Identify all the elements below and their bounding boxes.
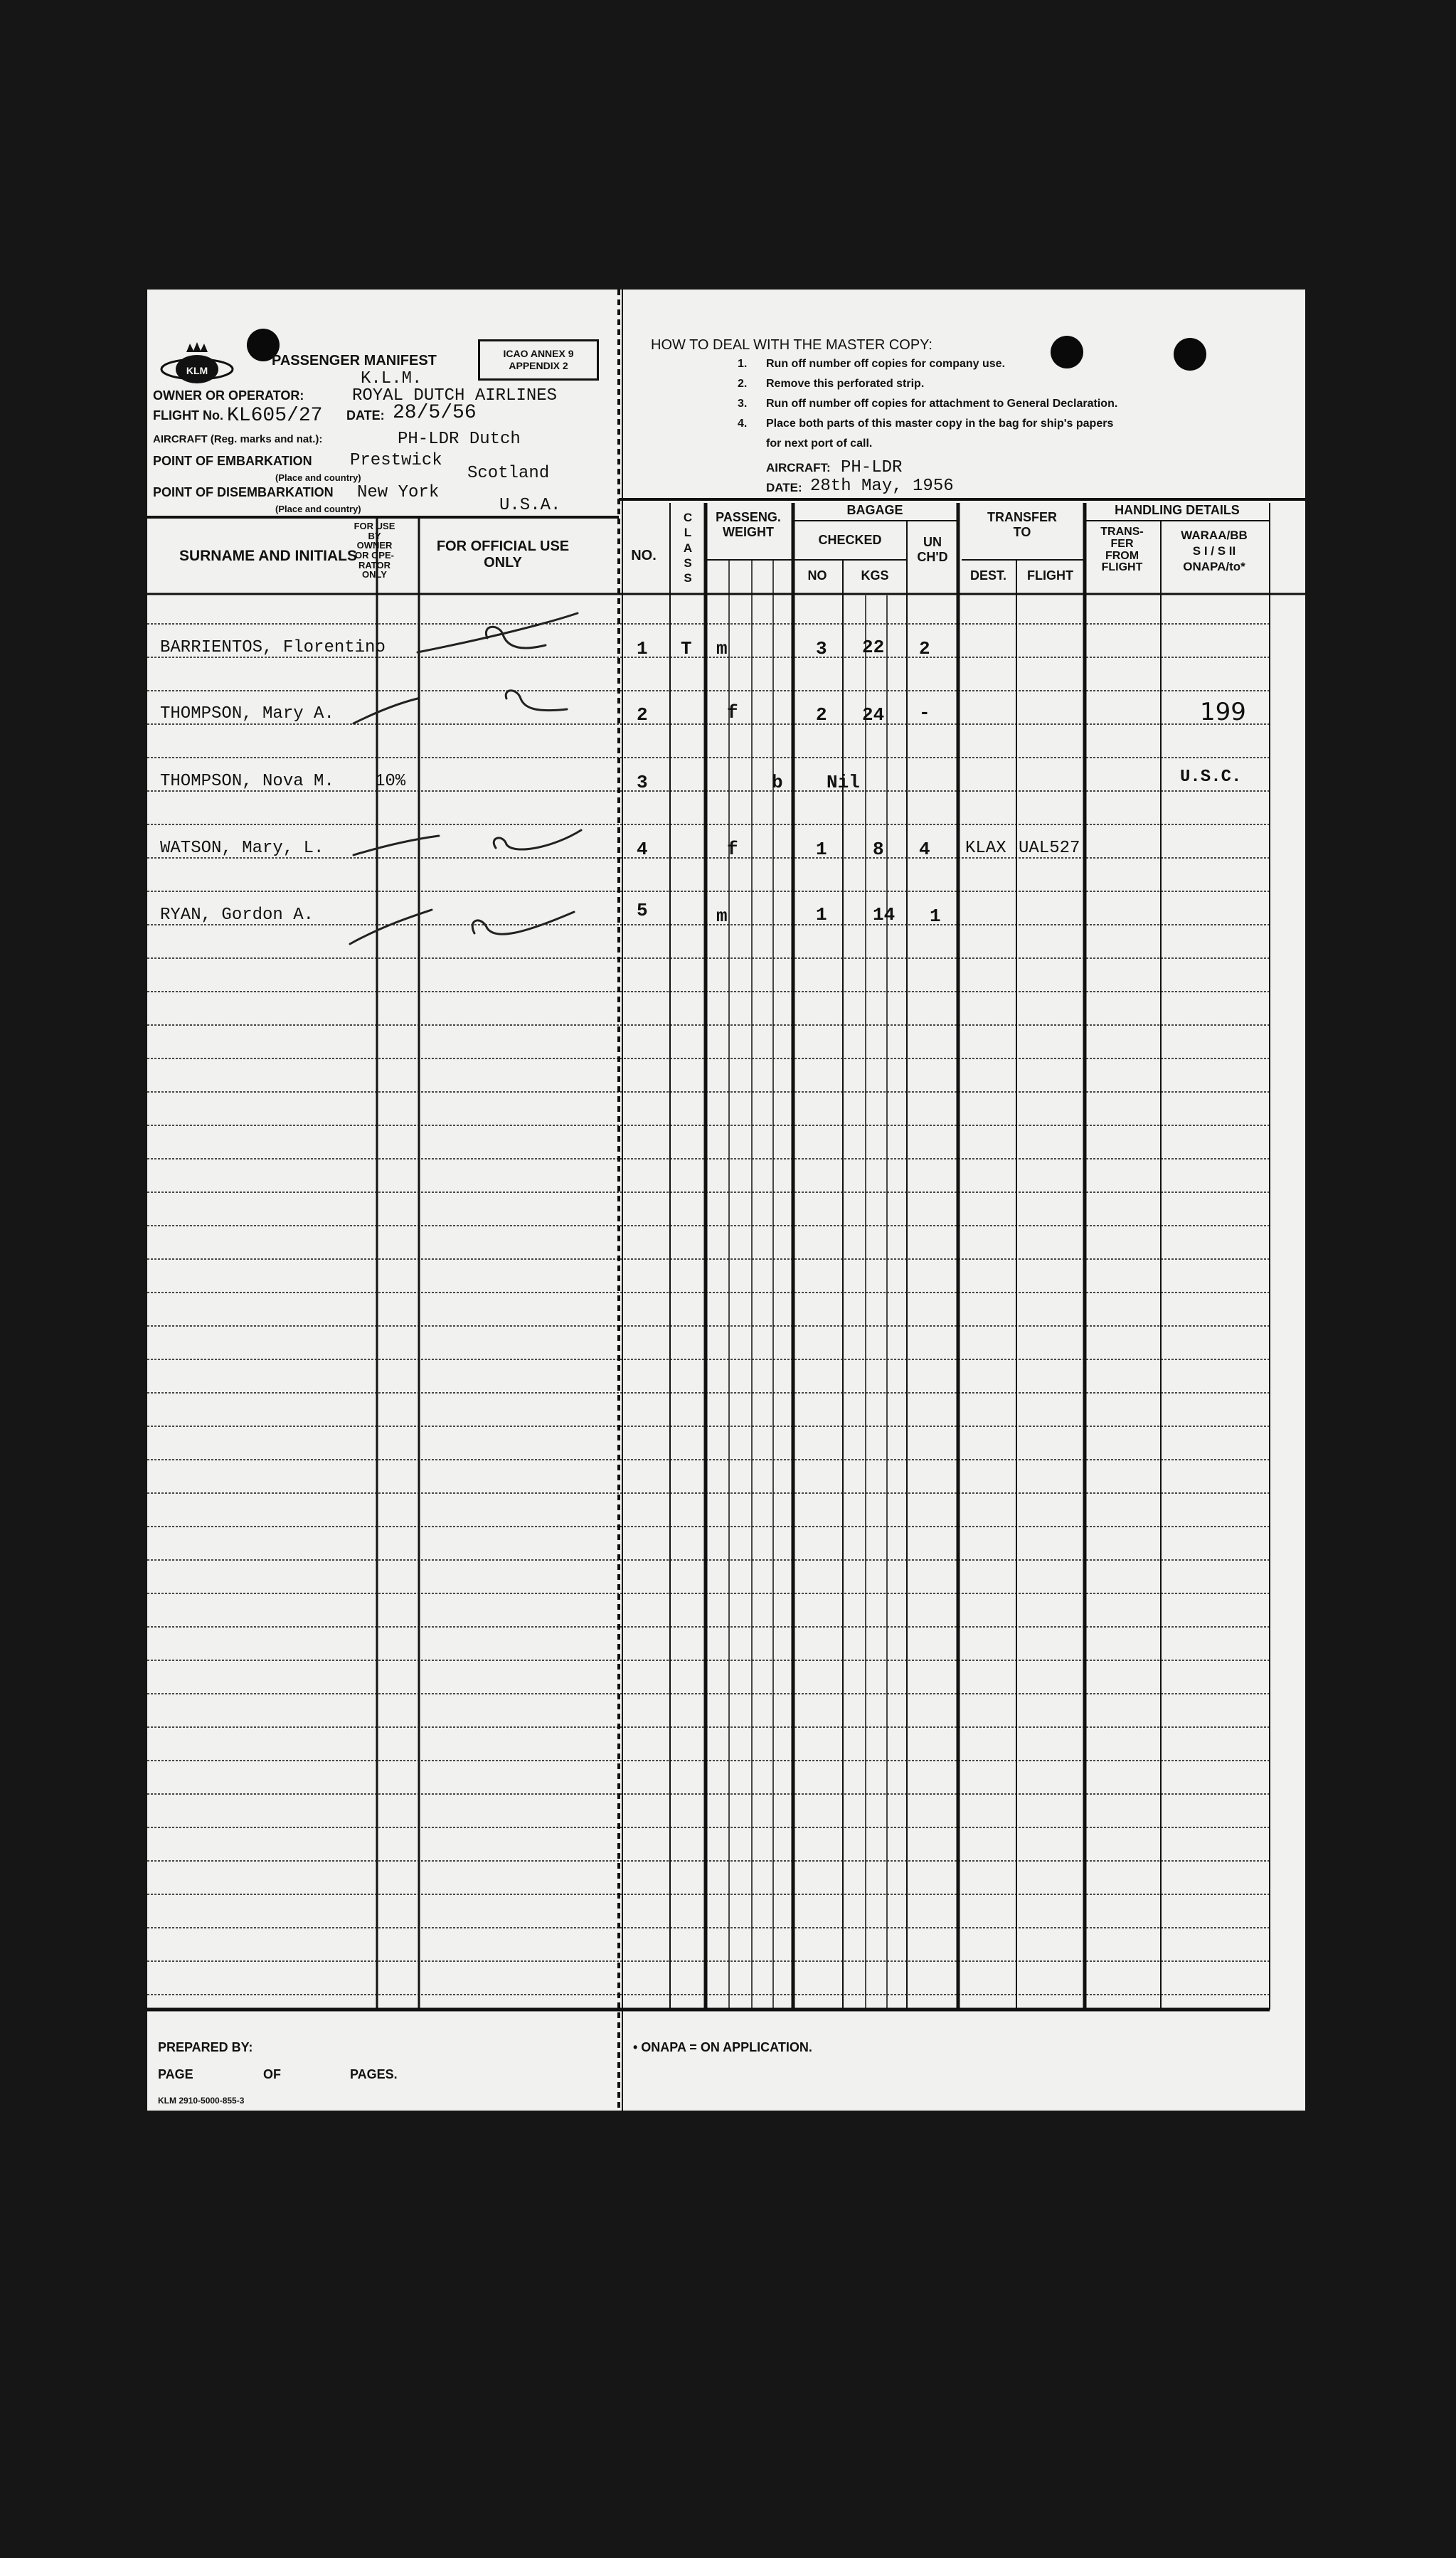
passenger-weight-f: f [727, 702, 738, 723]
passenger-weight-b: b [772, 772, 783, 793]
form-code: KLM 2910-5000-855-3 [158, 2096, 245, 2106]
bag-unchd: - [919, 702, 930, 723]
col-dest: DEST. [969, 568, 1006, 583]
owner-use-line: ONLY [362, 569, 387, 580]
unchd-line: UN [923, 535, 942, 549]
col-handling: HANDLING DETAILS [1115, 503, 1240, 517]
onapa-note: • ONAPA = ON APPLICATION. [633, 2040, 812, 2054]
class-letter: S [684, 571, 692, 585]
of-label: OF [263, 2067, 281, 2081]
passenger-weight-f: f [727, 839, 738, 860]
official-line: FOR OFFICIAL USE [436, 538, 570, 554]
passenger-weight-m: m [716, 906, 728, 927]
col-no: NO. [631, 548, 657, 563]
bag-unchd: 2 [919, 638, 930, 659]
bag-kgs: 14 [873, 904, 896, 925]
operator-value-2: ROYAL DUTCH AIRLINES [352, 386, 558, 405]
disembark-country: U.S.A. [499, 496, 561, 515]
embark-value: Prestwick [350, 451, 442, 470]
col-transfer [962, 510, 1083, 539]
passenger-name: WATSON, Mary, L. [160, 839, 324, 858]
step-number: 4. [738, 418, 748, 430]
place-country-label-2: (Place and country) [275, 504, 361, 514]
icao-appendix: APPENDIX 2 [509, 360, 568, 371]
step-text: Remove this perforated strip. [766, 378, 925, 390]
disembark-label: POINT OF DISEMBARKATION [153, 485, 334, 499]
page-label: PAGE [158, 2067, 193, 2081]
pages-label: PAGES. [350, 2067, 398, 2081]
bag-kgs: 22 [862, 637, 885, 658]
step-number: 3. [738, 398, 748, 410]
icao-annex: ICAO ANNEX 9 [503, 348, 574, 359]
col-class [670, 510, 706, 585]
unchd-line: CH'D [917, 549, 948, 564]
date-label: DATE: [346, 408, 385, 423]
passenger-name: RYAN, Gordon A. [160, 906, 314, 925]
passenger-no: 2 [637, 704, 648, 726]
flight-label: FLIGHT No. [153, 408, 223, 423]
place-country-label: (Place and country) [275, 472, 361, 483]
passenger-no: 1 [637, 638, 648, 659]
bag-no: Nil [827, 772, 860, 793]
operator-value-1: K.L.M. [361, 369, 423, 388]
bag-unchd: 4 [919, 839, 930, 860]
master-aircraft-value: PH-LDR [841, 458, 903, 477]
passenger-class: T [681, 638, 692, 659]
master-copy-heading: HOW TO DEAL WITH THE MASTER COPY: [651, 337, 932, 353]
handwritten-marks [147, 290, 631, 965]
form-title: PASSENGER MANIFEST [272, 353, 437, 368]
passenger-no: 3 [637, 772, 648, 793]
class-letter: L [684, 526, 692, 540]
step-text: Place both parts of this master copy in the bag for ship's papers [766, 418, 1114, 430]
owner-use-line: BY [368, 530, 381, 541]
step-text: Run off number off copies for company use. [766, 358, 1006, 370]
bag-kgs: 24 [862, 704, 885, 726]
owner-use-line: FOR USE [354, 521, 395, 531]
transfer-from-line: FER [1110, 537, 1134, 550]
transfer-from-line: TRANS- [1100, 526, 1144, 538]
aircraft-label: AIRCRAFT (Reg. marks and nat.): [153, 433, 323, 445]
class-letter: A [683, 541, 693, 555]
passeng-line: WEIGHT [723, 524, 774, 539]
master-copy-steps [738, 358, 1117, 450]
col-waraa [1161, 528, 1268, 575]
col-transfer-from [1085, 526, 1159, 574]
passenger-name: THOMPSON, Mary A. [160, 704, 334, 723]
passenger-no: 5 [637, 900, 648, 921]
waraa-value: U.S.C. [1180, 768, 1242, 787]
transfer-from-line: FLIGHT [1101, 561, 1143, 574]
class-letter: C [683, 511, 693, 524]
bag-kgs: 8 [873, 839, 884, 860]
col-checked: CHECKED [818, 533, 882, 547]
passenger-no: 4 [637, 839, 648, 860]
master-copy-step [738, 378, 1117, 398]
owner-use-line: OWNER [356, 540, 393, 551]
transfer-from-line: FROM [1105, 549, 1139, 562]
embark-label: POINT OF EMBARKATION [153, 454, 312, 468]
passenger-name: THOMPSON, Nova M. [160, 772, 334, 791]
transfer-dest: KLAX [965, 839, 1006, 858]
master-aircraft-label: AIRCRAFT: [766, 461, 831, 474]
owner-use-value: 10% [375, 772, 406, 791]
waraa-line: ONAPA/to* [1183, 560, 1245, 574]
manifest-form [147, 290, 1305, 2111]
embark-country: Scotland [467, 464, 550, 483]
master-copy-step [738, 418, 1117, 437]
waraa-line: S I / S II [1192, 544, 1236, 558]
master-copy-step [738, 358, 1117, 378]
step-number: 2. [738, 378, 748, 390]
passenger-weight-m: m [716, 638, 728, 659]
bag-no: 1 [816, 839, 827, 860]
bag-no: 3 [816, 638, 827, 659]
aircraft-value: PH-LDR Dutch [398, 430, 521, 449]
prepared-by: PREPARED BY: [158, 2040, 253, 2054]
disembark-value: New York [357, 483, 440, 502]
passenger-name: BARRIENTOS, Florentino [160, 638, 386, 657]
date-value: 28/5/56 [393, 402, 477, 424]
master-date-value: 28th May, 1956 [810, 477, 954, 496]
col-bag-no: NO [807, 568, 827, 583]
bag-no: 1 [816, 904, 827, 925]
bag-no: 2 [816, 704, 827, 726]
step-number: 1. [738, 358, 748, 370]
svg-text:KLM: KLM [186, 365, 208, 376]
transfer-flight: UAL527 [1019, 839, 1080, 858]
owner-use-line: OR OPE- [355, 549, 394, 561]
master-date-label: DATE: [766, 481, 802, 494]
operator-label: OWNER OR OPERATOR: [153, 388, 304, 403]
transfer-line: TRANSFER [987, 510, 1057, 524]
col-surname: SURNAME AND INITIALS [179, 548, 358, 564]
flight-value: KL605/27 [227, 405, 323, 427]
waraa-line: WARAA/BB [1181, 529, 1248, 542]
col-flight: FLIGHT [1027, 568, 1073, 583]
master-copy-step-cont: for next port of call. [766, 437, 873, 450]
master-copy-step [738, 398, 1117, 418]
col-passeng [706, 510, 791, 539]
step-text: Run off number off copies for attachment to General Declaration. [766, 398, 1118, 410]
bag-unchd: 1 [930, 906, 941, 927]
col-kgs: KGS [861, 568, 889, 583]
class-letter: S [684, 556, 692, 570]
passeng-line: PASSENG. [716, 510, 781, 524]
official-line: ONLY [484, 555, 522, 570]
col-bagage: BAGAGE [846, 503, 903, 517]
col-unchd [907, 535, 958, 564]
waraa-value: 199 [1200, 698, 1246, 726]
transfer-line: TO [1013, 524, 1031, 539]
owner-use-line: RATOR [358, 559, 391, 570]
